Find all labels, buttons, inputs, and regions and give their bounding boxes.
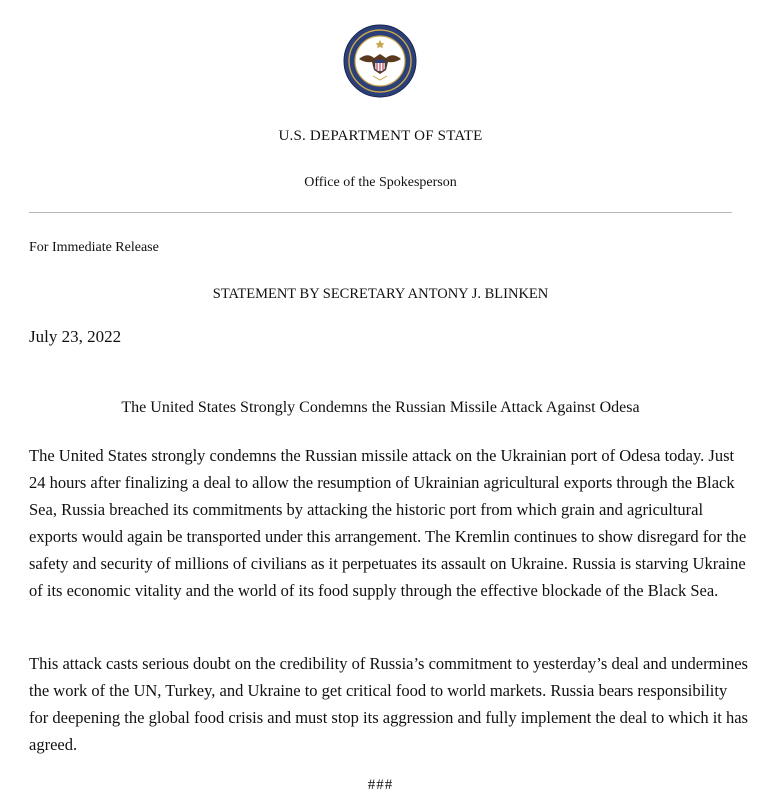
statement-headline: The United States Strongly Condemns the Russian Missile Attack Against Odesa xyxy=(121,399,640,416)
office-name: Office of the Spokesperson xyxy=(304,175,457,190)
body-paragraph-2: This attack casts serious doubt on the credibility of Russia’s commitment to yesterday’s deal and undermines the work of the UN, Turkey, and Ukraine to get critical food to world markets. Russia bears responsibility for deepening the global food crisis and must stop its aggression and fully implement the deal to which it has agreed. xyxy=(29,654,748,754)
end-mark: ### xyxy=(367,777,394,793)
department-of-state-seal-icon xyxy=(343,24,417,98)
department-name: U.S. DEPARTMENT OF STATE xyxy=(278,128,483,144)
body-paragraph-1: The United States strongly condemns the Russian missile attack on the Ukrainian port of Odesa today. Just 24 hours after finalizing a deal to allow the resumption of Ukrainian agricultural exports through the Black Sea, Russia breached its commitments by attacking the historic port from which grain and agricultural exports would again be transported under this arrangement. The Kremlin continues to show disregard for the safety and security of millions of civilians as it perpetuates its assault on Ukraine. Russia is starving Ukraine of its economic vitality and the world of its food supply through the effective blockade of the Black Sea. xyxy=(29,446,747,600)
statement-date: July 23, 2022 xyxy=(29,327,122,346)
release-label: For Immediate Release xyxy=(29,240,159,255)
header-divider xyxy=(29,212,732,213)
statement-byline: STATEMENT BY SECRETARY ANTONY J. BLINKEN xyxy=(212,286,549,302)
